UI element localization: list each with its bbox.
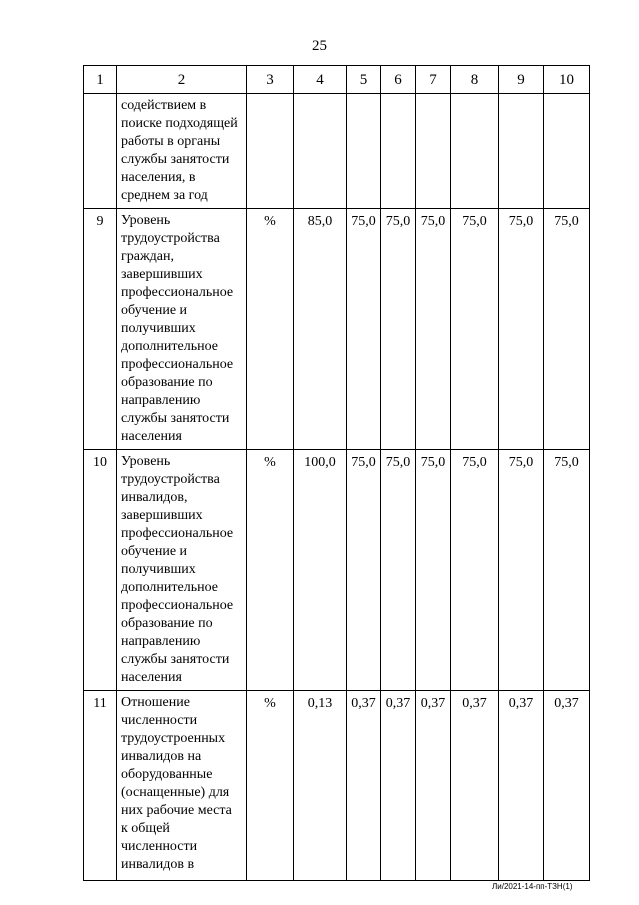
indicator-line: профессиональное: [121, 357, 234, 372]
value-cell: 75,0: [416, 450, 451, 691]
indicator-line: образование по: [121, 375, 213, 390]
indicator-line: содействием в: [121, 98, 207, 113]
value-cell: 75,0: [544, 450, 590, 691]
value-cell: 75,0: [499, 450, 544, 691]
indicator-line: численности: [121, 713, 198, 728]
row-number: 9: [84, 209, 117, 450]
indicator-line: получивших: [121, 562, 196, 577]
indicator-line: профессиональное: [121, 285, 234, 300]
indicator-line: дополнительное: [121, 580, 218, 595]
document-code: Ли/2021-14-пп-ТЗН(1): [492, 882, 573, 891]
indicator-line: граждан,: [121, 249, 174, 264]
indicator-line: обучение и: [121, 303, 188, 318]
indicator-name: [117, 209, 247, 450]
indicator-line: образование по: [121, 616, 213, 631]
header-cell: 4: [294, 66, 347, 94]
value-cell: 75,0: [381, 209, 416, 450]
indicator-name: [117, 450, 247, 691]
value-cell: 75,0: [416, 209, 451, 450]
value-cell: 0,37: [381, 691, 416, 881]
value-cell: 75,0: [499, 209, 544, 450]
indicator-line: службы занятости: [121, 152, 230, 167]
value-cell: [294, 94, 347, 209]
value-cell: 75,0: [451, 209, 499, 450]
header-cell: 2: [117, 66, 247, 94]
value-cell: 0,37: [544, 691, 590, 881]
value-cell: [544, 94, 590, 209]
table-row: [84, 450, 590, 691]
unit-cell: [247, 94, 294, 209]
value-cell: [381, 94, 416, 209]
value-cell: [416, 94, 451, 209]
indicator-name: [117, 94, 247, 209]
indicator-line: населения: [121, 670, 182, 685]
indicator-line: Отношение: [121, 695, 190, 710]
value-cell: 75,0: [347, 209, 381, 450]
value-cell: [347, 94, 381, 209]
indicator-line: получивших: [121, 321, 196, 336]
value-cell: 0,37: [347, 691, 381, 881]
indicator-line: направлению: [121, 634, 201, 649]
indicator-line: инвалидов,: [121, 490, 188, 505]
table-row: [84, 94, 590, 209]
indicator-line: завершивших: [121, 267, 203, 282]
unit-cell: %: [247, 209, 294, 450]
row-number: 10: [84, 450, 117, 691]
indicator-line: Уровень: [121, 454, 171, 469]
indicator-line: трудоустроенных: [121, 731, 226, 746]
indicator-line: среднем за год: [121, 188, 208, 203]
value-cell: 75,0: [347, 450, 381, 691]
value-cell: 0,37: [499, 691, 544, 881]
value-cell: 100,0: [294, 450, 347, 691]
indicator-line: трудоустройства: [121, 231, 220, 246]
header-cell: 7: [416, 66, 451, 94]
header-cell: 8: [451, 66, 499, 94]
header-cell: 3: [247, 66, 294, 94]
value-cell: [499, 94, 544, 209]
indicator-line: населения, в: [121, 170, 196, 185]
table-header-row: [84, 66, 590, 94]
indicator-line: инвалидов на: [121, 749, 202, 764]
indicator-line: завершивших: [121, 508, 203, 523]
indicator-line: Уровень: [121, 213, 171, 228]
value-cell: 75,0: [451, 450, 499, 691]
indicator-line: к общей: [121, 821, 170, 836]
indicator-line: направлению: [121, 393, 201, 408]
indicator-name: [117, 691, 247, 881]
indicator-line: инвалидов в: [121, 857, 195, 872]
table-row: [84, 209, 590, 450]
value-cell: 75,0: [381, 450, 416, 691]
indicator-line: службы занятости: [121, 411, 230, 426]
header-cell: 9: [499, 66, 544, 94]
header-cell: 6: [381, 66, 416, 94]
indicator-line: работы в органы: [121, 134, 221, 149]
indicator-line: профессиональное: [121, 598, 234, 613]
indicator-line: (оснащенные) для: [121, 785, 230, 800]
value-cell: [451, 94, 499, 209]
indicator-line: обучение и: [121, 544, 188, 559]
header-cell: 10: [544, 66, 590, 94]
unit-cell: %: [247, 450, 294, 691]
value-cell: 0,37: [416, 691, 451, 881]
indicator-line: оборудованные: [121, 767, 213, 782]
unit-cell: %: [247, 691, 294, 881]
header-cell: 1: [84, 66, 117, 94]
indicator-line: профессиональное: [121, 526, 234, 541]
indicator-line: них рабочие места: [121, 803, 232, 818]
header-cell: 5: [347, 66, 381, 94]
page-number: 25: [312, 38, 327, 54]
indicator-line: дополнительное: [121, 339, 218, 354]
value-cell: 0,37: [451, 691, 499, 881]
indicator-line: численности: [121, 839, 198, 854]
row-number: 11: [84, 691, 117, 881]
indicator-line: трудоустройства: [121, 472, 220, 487]
value-cell: 85,0: [294, 209, 347, 450]
indicator-line: поиске подходящей: [121, 116, 238, 131]
value-cell: 0,13: [294, 691, 347, 881]
row-number: [84, 94, 117, 209]
table-row: [84, 691, 590, 881]
indicator-line: населения: [121, 429, 182, 444]
indicators-table: [83, 65, 590, 881]
indicator-line: службы занятости: [121, 652, 230, 667]
value-cell: 75,0: [544, 209, 590, 450]
